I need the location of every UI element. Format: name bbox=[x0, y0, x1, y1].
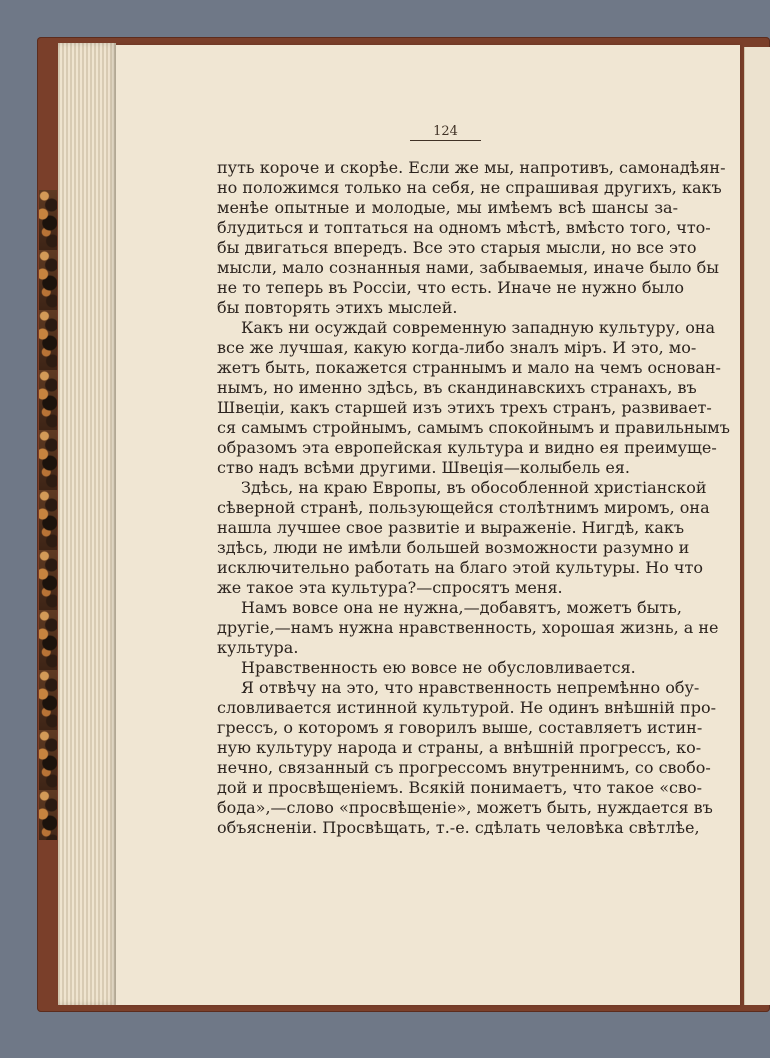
page-stack bbox=[58, 43, 116, 1005]
text-line: ся самымъ стройнымъ, самымъ спокойнымъ и правильнымъ bbox=[217, 418, 730, 437]
text-line: Намъ вовсе она не нужна,—добавятъ, можетъ быть, bbox=[241, 598, 682, 617]
text-line: образомъ эта европейская культура и видно ея преимуще- bbox=[217, 438, 717, 457]
text-line: ную культуру народа и страны, а внѣшній прогрессъ, ко- bbox=[217, 738, 702, 757]
next-page-edge bbox=[744, 47, 770, 1005]
text-line: словливается истинной культурой. Не одинъ внѣшній про- bbox=[217, 698, 716, 717]
text-line: же такое эта культура?—спросятъ меня. bbox=[217, 578, 563, 597]
text-line: бода»,—слово «просвѣщеніе», можетъ быть, нуждается въ bbox=[217, 798, 713, 817]
text-line: Швеціи, какъ старшей изъ этихъ трехъ странъ, развивает- bbox=[217, 398, 712, 417]
text-line: дой и просвѣщеніемъ. Всякій понимаетъ, что такое «сво- bbox=[217, 778, 703, 797]
text-line: культура. bbox=[217, 638, 299, 657]
text-line: ство надъ всѣми другими. Швеція—колыбель ея. bbox=[217, 458, 630, 477]
text-line: путь короче и скорѣе. Если же мы, напротивъ, самонадѣян- bbox=[217, 158, 726, 177]
text-line: нашла лучшее свое развитіе и выраженіе. Нигдѣ, какъ bbox=[217, 518, 685, 537]
text-line: но положимся только на себя, не спрашивая другихъ, какъ bbox=[217, 178, 722, 197]
text-line: бы двигаться впередъ. Все это старыя мысли, но все это bbox=[217, 238, 697, 257]
text-line: бы повторять этихъ мыслей. bbox=[217, 298, 458, 317]
marbled-edge bbox=[39, 190, 57, 840]
text-line: все же лучшая, какую когда-либо зналъ міръ. И это, мо- bbox=[217, 338, 697, 357]
text-line: Какъ ни осуждай современную западную культуру, она bbox=[241, 318, 716, 337]
text-line: исключительно работать на благо этой культуры. Но что bbox=[217, 558, 703, 577]
text-line: блудиться и топтаться на одномъ мѣстѣ, вмѣсто того, что- bbox=[217, 218, 711, 237]
text-line: объясненіи. Просвѣщать, т.-е. сдѣлать человѣка свѣтлѣе, bbox=[217, 818, 700, 837]
text-line: другіе,—намъ нужна нравственность, хорошая жизнь, а не bbox=[217, 618, 719, 637]
page-text bbox=[217, 158, 730, 838]
text-line: грессъ, о которомъ я говорилъ выше, составляетъ истин- bbox=[217, 718, 703, 737]
text-line: сѣверной странѣ, пользующейся столѣтнимъ миромъ, она bbox=[217, 498, 710, 517]
text-line: жетъ быть, покажется страннымъ и мало на чемъ основан- bbox=[217, 358, 721, 377]
page-number: 124 bbox=[410, 124, 481, 141]
text-line: не то теперь въ Россіи, что есть. Иначе не нужно было bbox=[217, 278, 684, 297]
text-line: здѣсь, люди не имѣли большей возможности разумно и bbox=[217, 538, 690, 557]
text-line: Здѣсь, на краю Европы, въ обособленной христіанской bbox=[241, 478, 707, 497]
text-line: Я отвѣчу на это, что нравственность непремѣнно обу- bbox=[241, 678, 700, 697]
text-line: нымъ, но именно здѣсь, въ скандинавскихъ странахъ, въ bbox=[217, 378, 697, 397]
text-line: Нравственность ею вовсе не обусловливается. bbox=[241, 658, 636, 677]
text-line: мысли, мало сознанныя нами, забываемыя, иначе было бы bbox=[217, 258, 719, 277]
text-line: менѣе опытные и молодые, мы имѣемъ всѣ шансы за- bbox=[217, 198, 678, 217]
text-line: нечно, связанный съ прогрессомъ внутреннимъ, со свобо- bbox=[217, 758, 711, 777]
